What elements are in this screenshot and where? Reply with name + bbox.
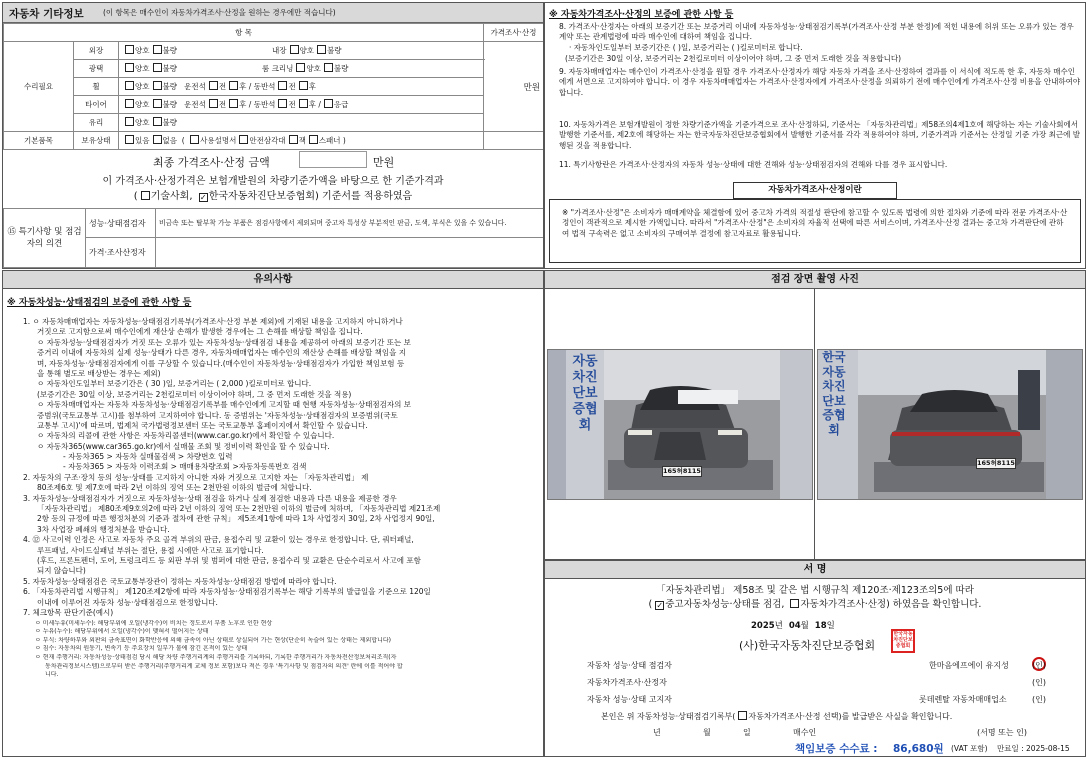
final-price-unit: 만원 bbox=[373, 156, 395, 169]
notice-line: 을 통해 별도로 배상받는 경우는 제외) bbox=[37, 368, 161, 378]
notice-line: 되지 않습니다) bbox=[37, 566, 86, 576]
price-col-unit: 만원 bbox=[484, 42, 544, 132]
notice-small-line: ㅇ 침수: 자동차의 원동기, 변속기 등 주요장치 일부가 물에 잠긴 흔적이 있는 상태 bbox=[35, 645, 248, 653]
exterior-good-checkbox[interactable] bbox=[125, 45, 134, 54]
notice-line: ㅇ 자동차성능·상태점검자가 거짓 또는 오류가 있는 자동차성능·상태점검 내용을 제공하여 아래의 보증기간 또는 보 bbox=[37, 337, 411, 347]
car-photo-rear-icon bbox=[818, 350, 1083, 500]
photo-section bbox=[544, 270, 1086, 560]
notice-line: 7. 체크항목 판단기준(예시) bbox=[23, 607, 114, 617]
manual-checkbox[interactable] bbox=[190, 135, 199, 144]
fee-label: 책임보증 수수료 : bbox=[795, 743, 878, 755]
tire-emergency-checkbox[interactable] bbox=[324, 99, 333, 108]
other-info-section bbox=[2, 2, 544, 269]
final-price-input[interactable] bbox=[299, 151, 367, 168]
repair-needed-label: 수리필요 bbox=[4, 42, 74, 132]
exterior-bad-checkbox[interactable] bbox=[153, 45, 162, 54]
notice-line: 2항 등의 규정에 따른 행정처분의 기준과 절차에 관한 규칙」 제5조제1항에 따라 1차 사업정지 30일, 2차 사업정지 90일, bbox=[37, 514, 435, 524]
sign-row-2-label: 자동차가격조사·산정자 bbox=[587, 678, 667, 687]
final-price-area bbox=[3, 147, 543, 207]
interior-bad-checkbox[interactable] bbox=[317, 45, 326, 54]
price-inspector-label: 가격·조사산정자 bbox=[86, 238, 156, 268]
sign-row-1-sig: (인) bbox=[1032, 661, 1046, 670]
perf-inspector-note: 비금속 또는 탈부착 가능 부품은 점검사항에서 제외되며 중고차 특성상 부분적인 판금, 도색, 부식은 있을 수 있습니다. bbox=[156, 209, 544, 238]
fee-value: 86,680원 bbox=[893, 743, 944, 755]
kadia-checkbox[interactable]: ✓ bbox=[199, 193, 207, 202]
price-box-text: ※ "가격조사·산정"은 소비자가 매매계약을 체결함에 있어 중고차 가격의 적절성 판단에 참고할 수 있도록 법령에 의한 절차와 기준에 따라 전문 가격조사·산정인이 객관적으로 제시한 가액입니다. 따라서 "가격조사·산정"은 소비자의 자율적 선택에 따른 서비스이며, 가격조사·산정 결과는 중고차 가격판단에 관하여 법적 구속력은 없고 소비자의 구매여부 결정에 참고자료로 활용됩니다. bbox=[562, 208, 1068, 238]
fee-note: (VAT 포함) bbox=[951, 744, 988, 753]
banner-front: 자동차진단보증협회 bbox=[572, 354, 598, 433]
own-status-label: 보유상태 bbox=[74, 132, 119, 150]
engineer-society-checkbox[interactable] bbox=[141, 191, 150, 200]
price-box-title: 자동차가격조사·산정이란 bbox=[733, 182, 897, 199]
jack-checkbox[interactable] bbox=[289, 135, 298, 144]
price-inspector-opinion[interactable] bbox=[156, 238, 544, 268]
row-interior-label: 내장 bbox=[272, 46, 287, 55]
notice-small-line: ㅇ 현재 주행거리: 자동차성능·상태점검 당시 해당 차량 주행거리계의 주행거리를 기록하되, 기록한 주행거리가 자동차전산정보처리조직(자 bbox=[35, 653, 397, 661]
notice-line: 증범위(국토교통부 고시)를 첨부하여 고지하여야 합니다. 동 증범위는 '자동차성능·상태점검자의 보증범위(국토 bbox=[37, 410, 398, 420]
buyer-date-month: 월 bbox=[703, 728, 711, 737]
notice-line: 3차 사업장 폐쇄의 행정처분을 받습니다. bbox=[37, 524, 170, 534]
notice-line: ㅇ 자동차365(www.car365.go.kr)에서 실매물 조회 및 정비이력 확인을 할 수 있습니다. bbox=[37, 441, 330, 451]
notice-line: 3. 자동차성능·상태점검자가 거짓으로 자동차성능·상태 점검을 하거나 실제 점검한 내용과 다른 내용을 제공한 경우 bbox=[23, 493, 397, 503]
room-good-checkbox[interactable] bbox=[296, 63, 305, 72]
banner-rear: 한국자동차진단보증협회 bbox=[822, 350, 846, 437]
notice-line: 거짓으로 고지함으로써 매수인에게 재산상 손해가 발생한 경우에는 그 손해를 배상할 책임을 집니다. bbox=[37, 327, 363, 337]
col-price: 가격조사·산정 bbox=[484, 24, 544, 42]
notice-line: ㅇ 자동차인도일부터 보증기간은 ( 30 )일, 보증거리는 ( 2,000 )킬로미터로 합니다. bbox=[37, 379, 312, 389]
plate-front: 165허8115 bbox=[663, 467, 701, 475]
sign-title: 서 명 bbox=[545, 561, 1085, 579]
price-warranty-section bbox=[544, 2, 1086, 269]
notice-line: 6. 「자동차관리법 시행규칙」 제120조제2항에 따라 자동차성능·상태점검기록부는 해당 기록부의 발급일을 기준으로 120일 bbox=[23, 587, 431, 597]
sign-confirm: 본인은 위 자동차성능·상태점검기록부( 자동차가격조사·산정 선택)를 발급받은 사실을 확인합니다. bbox=[601, 712, 953, 721]
sign-date: 2025년 04월 18일 bbox=[751, 621, 835, 631]
price-item-8: 8. 가격조사·산정자는 아래의 보증기간 또는 보증거리 이내에 자동차성능·상태점검기록부(가격조사·산정 부분 한정)에 적힌 내용에 허위 또는 오류가 있는 경우 계약 또는 관계법령에 따라 매수인에 대하여 책임을 집니다. bbox=[559, 22, 1074, 42]
sign-row-2-sig: (인) bbox=[1032, 678, 1046, 687]
other-info-header bbox=[3, 3, 543, 23]
wheel-bad-checkbox[interactable] bbox=[153, 81, 162, 90]
notice-line: (후드, 프론트펜더, 도어, 트렁크리드 등 외판 부위 및 범퍼에 대한 판금, 용접수리 및 교환은 단순수리로서 사고에 포함 bbox=[37, 555, 421, 565]
sign-inspection-checkbox[interactable]: ✓ bbox=[656, 601, 664, 610]
sign-price-checkbox[interactable] bbox=[790, 599, 799, 608]
row-gloss-label: 광택 bbox=[74, 60, 119, 78]
confirm-price-checkbox[interactable] bbox=[738, 711, 747, 720]
notice-line: 「자동차관리법」 제80조제9호의2에 따라 2년 이하의 징역 또는 2천만원 이하의 벌금에 처하며, 「자동차관리법 제21조제 bbox=[37, 504, 441, 514]
row-glass-label: 유리 bbox=[74, 114, 119, 132]
plate-rear: 165허8115 bbox=[977, 459, 1015, 467]
notice-line: ㅇ 자동차매매업자는 자동차 자동차성능·상태점검기록부를 매수인에게 고지할 때 현행 자동차성능·상태점검자의 보 bbox=[37, 400, 411, 410]
price-item-10: 10. 자동차가격은 보험개발원이 정한 차량기준가액을 기준가격으로 조사·산정하되, 기준서는 「자동차관리법」제58조의4제1호에 해당하는 자는 기술사회에서 발행한 기준서를, 제2호에 해당하는 자는 한국자동차진단보증협회에서 발행한 기준서를 각각 적용하여야 하며, 기준가격과 기준서는 산정일 기준 가장 최근에 발행된 것을 적용합니다. bbox=[559, 120, 1080, 150]
price-item-11: 11. 특기사항란은 가격조사·산정자의 자동차 성능·상태에 대한 견해와 성능·상태점검자의 견해와 다를 경우 표시합니다. bbox=[559, 160, 948, 169]
expire-date: 만료일 : 2025-08-15 bbox=[997, 744, 1070, 753]
wheel-passenger-front-checkbox[interactable] bbox=[278, 81, 287, 90]
basic-items-label: 기본품목 bbox=[4, 132, 74, 150]
notice-small-line: ㅇ 누유(누수): 해당부위에서 오일(냉각수)이 맺혀서 떨어지는 상태 bbox=[35, 628, 209, 636]
other-info-title: 자동차 기타정보 bbox=[9, 8, 84, 20]
tire-passenger-front-checkbox[interactable] bbox=[278, 99, 287, 108]
buyer-date-day: 일 bbox=[743, 728, 751, 737]
glass-good-checkbox[interactable] bbox=[125, 117, 134, 126]
price-item-8-note: (보증기간은 30일 이상, 보증거리는 2천킬로미터 이상이어야 하며, 그 중 먼저 도래한 것을 적용합니다) bbox=[565, 54, 902, 63]
gloss-good-checkbox[interactable] bbox=[125, 63, 134, 72]
buyer-sig: (서명 또는 인) bbox=[977, 728, 1027, 737]
org-stamp: 한국자동차진단보증협회 bbox=[891, 629, 915, 653]
inspection-photo-front bbox=[547, 349, 813, 500]
final-price-label: 최종 가격조사·산정 금액 bbox=[153, 156, 270, 169]
notice-line: 5. 자동차성능·상태점검은 국토교통부장관이 정하는 자동차성능·상태점검 방법에 따라야 합니다. bbox=[23, 576, 337, 586]
tire-bad-checkbox[interactable] bbox=[153, 99, 162, 108]
sign-line2: ( ✓ 중고자동차성능·상태를 점검, 자동차가격조사·산정) 하였음을 확인합니다. bbox=[648, 599, 982, 610]
notice-line: 교통부 고시)'에 따르며, 법제처 국가법령정보센터 또는 국토교통부 홈페이지에서 확인할 수 있습니다. bbox=[37, 420, 368, 430]
price-warranty-heading: ※ 자동차가격조사·산정의 보증에 관한 사항 등 bbox=[549, 10, 734, 20]
notice-line: 2. 자동차의 구조·장치 등의 성능·상태를 고지하지 아니한 자와 거짓으로 고지한 자는 「자동차관리법」 제 bbox=[23, 472, 369, 482]
notice-line: (보증기간은 30일 이상, 보증거리는 2천킬로미터 이상이어야 하며, 그 중 먼저 도래한 것을 적용) bbox=[37, 389, 352, 399]
interior-good-checkbox[interactable] bbox=[290, 45, 299, 54]
other-info-table: 항 목 가격조사·산정 수리필요 외장 양호 불량 내장 양호 불량 만원 광택 양호 불량 룸 크리닝 양호 불량 휠 양호 불량 운전석 전 후 / 동반석 전 후 타이어 양호 불량 운전석 전 후 / 동반석 전 후 / 응급 유리 양호 불량 기본품목 보유상태 있음 없음 ( 사용설명서 안전삼각대 잭 스패너 ) bbox=[3, 23, 544, 150]
other-info-note: (이 항목은 매수인이 자동차가격조사·산정을 원하는 경우에만 적습니다) bbox=[103, 8, 336, 17]
room-bad-checkbox[interactable] bbox=[324, 63, 333, 72]
photo-title: 점검 장면 촬영 사진 bbox=[545, 271, 1085, 289]
tire-passenger-rear-checkbox[interactable] bbox=[299, 99, 308, 108]
sign-row-1-label: 자동차 성능·상태 점검자 bbox=[587, 661, 672, 670]
sign-row-3-sig: (인) bbox=[1032, 695, 1046, 704]
notice-small-line: ㅇ 부식: 차량하부와 외판의 금속표면이 화학반응에 의해 금속이 아닌 상태로 상실되어 가는 현상(단순히 녹슬어 있는 상태는 제외합니다) bbox=[35, 636, 392, 644]
sign-section bbox=[544, 560, 1086, 757]
price-box bbox=[549, 199, 1081, 263]
notice-line: 80조제6호 및 제7호에 따라 2년 이하의 징역 또는 2천만원 이하의 벌금에 처합니다. bbox=[37, 483, 312, 493]
notice-small-lines bbox=[35, 620, 541, 680]
notice-small-line: 동차관리정보시스템)으로부터 받은 주행거리(주행거리계 교체 정보 포함)보다 적은 경우 '특기사항 및 점검자의 의견' 란에 이를 적어야 합 bbox=[45, 662, 403, 670]
gloss-bad-checkbox[interactable] bbox=[153, 63, 162, 72]
sign-row-1-name: 한마음에프에이 유지성 bbox=[929, 661, 1009, 670]
row-wheel-label: 휠 bbox=[74, 78, 119, 96]
wheel-driver-front-checkbox[interactable] bbox=[209, 81, 218, 90]
notice-line: - 자동차365 > 자동차 실매물검색 > 차량번호 입력 bbox=[63, 452, 233, 462]
glass-bad-checkbox[interactable] bbox=[153, 117, 162, 126]
special-notes-label: ⑮ 특기사항 및 점검자의 의견 bbox=[4, 209, 86, 268]
price-item-8-period: · 자동차인도일부터 보증기간은 ( )일, 보증거리는 ( )킬로미터로 합니다. bbox=[569, 43, 803, 52]
spanner-checkbox[interactable] bbox=[309, 135, 318, 144]
notice-small-line: ㅇ 미세누유(미세누수): 해당부위에 오일(냉각수)이 비치는 정도로서 부품 노후로 인한 현상 bbox=[35, 619, 273, 627]
buyer-date-year: 년 bbox=[653, 728, 661, 737]
wheel-passenger-rear-checkbox[interactable] bbox=[299, 81, 308, 90]
row-room-cleaning-label: 룸 크리닝 bbox=[262, 64, 294, 73]
notice-line: 며, 자동차성능·상태점검자에게 이를 구상할 수 있습니다.(매수인이 자동차성능·상태점검자가 가입한 책임보험 등 bbox=[37, 358, 405, 368]
tire-driver-rear-checkbox[interactable] bbox=[229, 99, 238, 108]
wheel-driver-rear-checkbox[interactable] bbox=[229, 81, 238, 90]
basis-line1: 이 가격조사·산정가격은 보험개발원의 차량기준가액을 바탕으로 한 기준가격과 bbox=[102, 176, 444, 187]
basic-none-checkbox[interactable] bbox=[153, 135, 162, 144]
photo-divider bbox=[814, 289, 815, 559]
special-notes-table bbox=[3, 208, 544, 268]
notice-line: 증거리 이내에 자동차의 실제 성능·상태가 다른 경우, 자동차매매업자는 매수인의 재산상 손해를 배상할 책임을 지 bbox=[37, 348, 407, 358]
basis-line2: ( 기술사회, ✓ 한국자동차진단보증협회) 기준서를 적용하였음 bbox=[133, 191, 413, 202]
sign-org: (사)한국자동차진단보증협회 bbox=[739, 639, 876, 652]
price-item-9: 9. 자동차매매업자는 매수인이 가격조사·산정을 원할 경우 가격조사·산정자가 해당 자동차 가격을 조사·산정하여 결과를 이 서식에 적도록 한 후, 자동차 매수인에게 서면으로 고지하여야 합니다. 이 경우 자동차매매업자는 가격조사·산정자에게 가격조사·산정을 의뢰하기 전에 매수인에게 가격조사·산정 비용을 안내하여야 합니다. bbox=[559, 67, 1081, 97]
notice-lines bbox=[23, 317, 539, 618]
notice-line: - 자동차365 > 자동차 이력조회 > 매매용차량조회 >자동차등록번호 검색 bbox=[63, 462, 307, 472]
perf-inspector-label: 성능·상태점검자 bbox=[86, 209, 156, 238]
notice-line: 1. ㅇ 자동차매매업자는 자동차성능·상태점검기록부(가격조사·산정 부분 제외)에 기재된 내용을 고지하지 아니하거나 bbox=[23, 317, 403, 326]
tire-driver-front-checkbox[interactable] bbox=[209, 99, 218, 108]
tire-good-checkbox[interactable] bbox=[125, 99, 134, 108]
notice-line: 4. ⑫ 사고이력 인정은 사고로 자동차 주요 골격 부위의 판금, 용접수리 및 교환이 있는 경우로 한정합니다. 단, 쿼터패널, bbox=[23, 535, 414, 545]
row-tire-label: 타이어 bbox=[74, 96, 119, 114]
notice-line: 루프패널, 사이드실패널 부위는 절단, 용접 시에만 사고로 표기합니다. bbox=[37, 545, 264, 555]
notice-line: 이내에 이루어진 자동차 성능·상태점검으로 한정합니다. bbox=[37, 597, 218, 607]
sign-row-3-name: 롯데렌탈 자동차매매업소 bbox=[919, 695, 1007, 704]
notice-section bbox=[2, 270, 544, 757]
row-exterior-label: 외장 bbox=[74, 42, 119, 60]
wheel-good-checkbox[interactable] bbox=[125, 81, 134, 90]
col-item: 항 목 bbox=[4, 24, 484, 42]
notice-line: ㅇ 자동차의 리콜에 관한 사항은 자동차리콜센터(www.car.go.kr)에서 확인할 수 있습니다. bbox=[37, 431, 335, 441]
buyer-label: 매수인 bbox=[793, 728, 817, 737]
notice-title: 유의사항 bbox=[3, 271, 543, 289]
notice-small-line: 니다. bbox=[45, 671, 59, 679]
inspection-photo-rear bbox=[817, 349, 1083, 500]
basic-have-checkbox[interactable] bbox=[125, 135, 134, 144]
notice-heading: ※ 자동차성능·상태점검의 보증에 관한 사항 등 bbox=[7, 298, 192, 308]
triangle-checkbox[interactable] bbox=[239, 135, 248, 144]
sign-row-3-label: 자동차 성능·상태 고지자 bbox=[587, 695, 672, 704]
sign-line1: 「자동차관리법」 제58조 및 같은 법 시행규칙 제120조·제123조의5에 따라 bbox=[656, 585, 974, 596]
